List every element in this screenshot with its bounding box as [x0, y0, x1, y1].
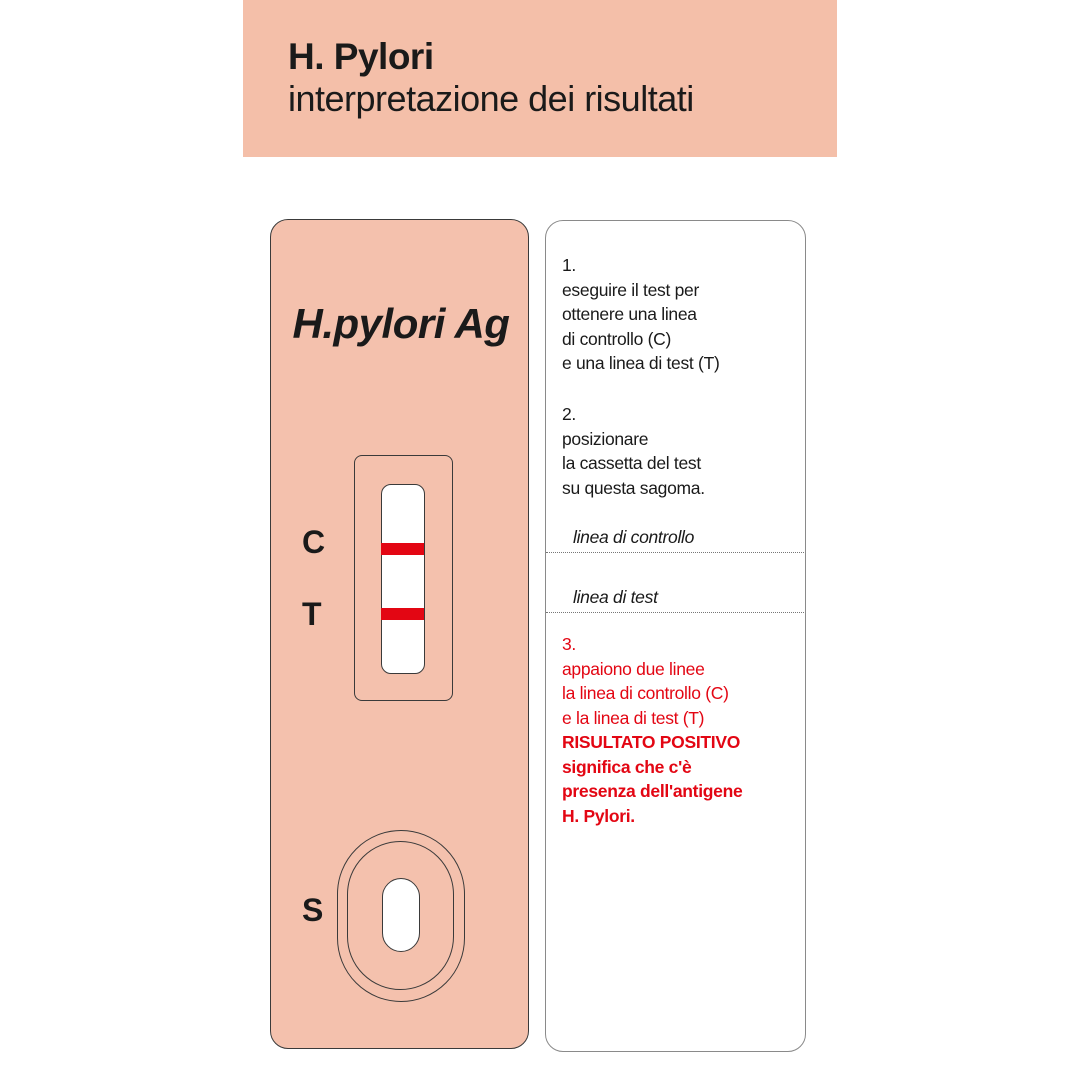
sample-well-outer: [337, 830, 465, 1002]
test-letter: T: [302, 596, 322, 632]
step-2: [562, 402, 705, 500]
step-3-bold-line: H. Pylori.: [562, 805, 635, 826]
step-2-line: la cassetta del test: [562, 453, 701, 473]
test-line-guide: [546, 612, 804, 613]
cassette-brand: H.pylori Ag: [292, 300, 510, 347]
step-3-line: e la linea di test (T): [562, 707, 705, 728]
step-3-line: appaiono due linee: [562, 658, 705, 679]
step-3-number: 3.: [562, 634, 576, 654]
step-2-number: 2.: [562, 404, 576, 424]
step-3-bold-line: presenza dell'antigene: [562, 781, 743, 801]
step-1-number: 1.: [562, 255, 576, 275]
sample-well-hole: [382, 878, 420, 952]
test-band: [381, 608, 424, 620]
step-1-line: e una linea di test (T): [562, 353, 720, 373]
control-letter: C: [302, 524, 326, 560]
step-2-line: posizionare: [562, 428, 649, 449]
control-line-guide: [546, 552, 804, 553]
control-band: [381, 543, 424, 555]
page-title: H. Pylori: [288, 36, 434, 77]
sample-well-ring: [347, 841, 454, 990]
positive-result-label: RISULTATO POSITIVO: [562, 732, 741, 752]
step-1: [562, 253, 720, 376]
step-1-line: eseguire il test per: [562, 279, 699, 300]
step-2-line: su questa sagoma.: [562, 477, 705, 498]
step-1-line: ottenere una linea: [562, 304, 697, 324]
step-3-bold-line: significa che c'è: [562, 756, 692, 777]
sample-letter: S: [302, 892, 324, 928]
step-3: [562, 632, 742, 828]
result-window: [381, 484, 425, 674]
control-line-guide-label: linea di controllo: [573, 527, 695, 547]
header-banner: [243, 0, 837, 157]
test-line-guide-label: linea di test: [573, 587, 658, 607]
test-cassette: [270, 219, 529, 1049]
step-1-line: di controllo (C): [562, 328, 671, 349]
step-3-line: la linea di controllo (C): [562, 683, 729, 703]
page-subtitle: interpretazione dei risultati: [288, 78, 694, 119]
instructions-panel: [545, 220, 806, 1052]
result-window-frame: [354, 455, 453, 701]
